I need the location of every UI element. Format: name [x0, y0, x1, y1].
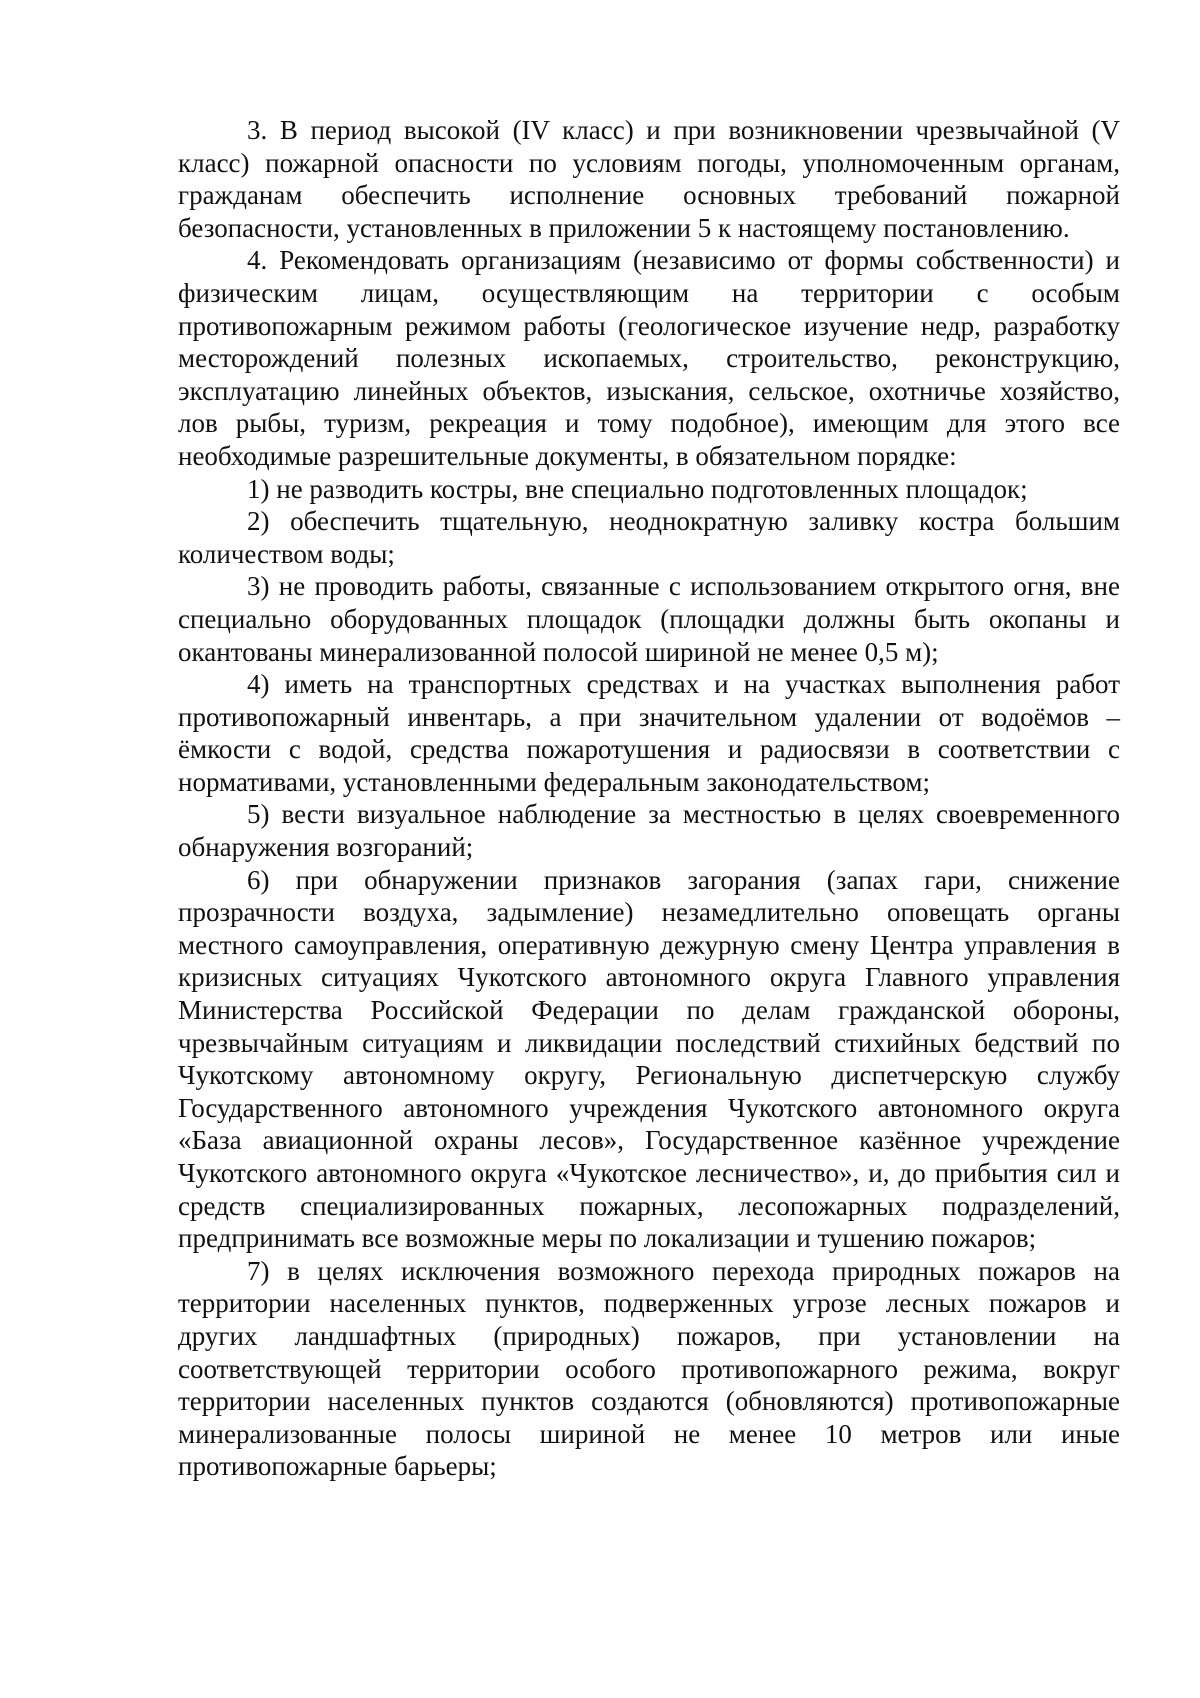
- item-2-extinguish-campfire: 2) обеспечить тщательную, неоднократную заливку костра большим количеством воды;: [178, 506, 1120, 569]
- item-4-fire-equipment: 4) иметь на транспортных средствах и на участках выполнения работ противопожарный инвентарь, а при значительном удалении от водоёмов – ёмкости с водой, средства пожаротушения и радиосвязи в соответствии с нормативами, установленными федеральным законодательством;: [178, 669, 1120, 797]
- item-6-notify-authorities: 6) при обнаружении признаков загорания (запах гари, снижение прозрачности воздуха, задымление) незамедлительно оповещать органы местного самоуправления, оперативную дежурную смену Центра управления в кризисных ситуациях Чукотского автономного округа Главного управления Министерства Российской Федерации по делам гражданской обороны, чрезвычайным ситуациям и ликвидации последствий стихийных бедствий по Чукотскому автономному округу, Региональную диспетчерскую службу Государственного автономного учреждения Чукотского автономного округа «База авиационной охраны лесов», Государственное казённое учреждение Чукотского автономного округа «Чукотское лесничество», и, до прибытия сил и средств специализированных пожарных, лесопожарных подразделений, предпринимать все возможные меры по локализации и тушению пожаров;: [178, 864, 1120, 1254]
- item-5-visual-monitoring: 5) вести визуальное наблюдение за местностью в целях своевременного обнаружения возгораний;: [178, 799, 1120, 863]
- item-3-no-open-fire-works: 3) не проводить работы, связанные с использованием открытого огня, вне специально оборудованных площадок (площадки должны быть окопаны и окантованы минерализованной полосой шириной не менее 0,5 м);: [178, 571, 1120, 667]
- paragraph-3-fire-danger-classes: 3. В период высокой (IV класс) и при возникновении чрезвычайной (V класс) пожарной опасности по условиям погоды, уполномоченным органам, гражданам обеспечить исполнение основных требований пожарной безопасности, установленных в приложении 5 к настоящему постановлению.: [178, 115, 1120, 243]
- item-7-firebreaks: 7) в целях исключения возможного перехода природных пожаров на территории населенных пунктов, подверженных угрозе лесных пожаров и других ландшафтных (природных) пожаров, при установлении на соответствующей территории особого противопожарного режима, вокруг территории населенных пунктов создаются (обновляются) противопожарные минерализованные полосы шириной не менее 10 метров или иные противопожарные барьеры;: [178, 1255, 1120, 1482]
- item-1-no-campfires: 1) не разводить костры, вне специально подготовленных площадок;: [247, 473, 1028, 504]
- document-body: [178, 114, 1120, 1483]
- paragraph-4-recommendations: 4. Рекомендовать организациям (независимо от формы собственности) и физическим лицам, осуществляющим на территории с особым противопожарным режимом работы (геологическое изучение недр, разработку месторождений полезных ископаемых, строительство, реконструкцию, эксплуатацию линейных объектов, изыскания, сельское, охотничье хозяйство, лов рыбы, туризм, рекреация и тому подобное), имеющим для этого все необходимые разрешительные документы, в обязательном порядке:: [178, 245, 1120, 471]
